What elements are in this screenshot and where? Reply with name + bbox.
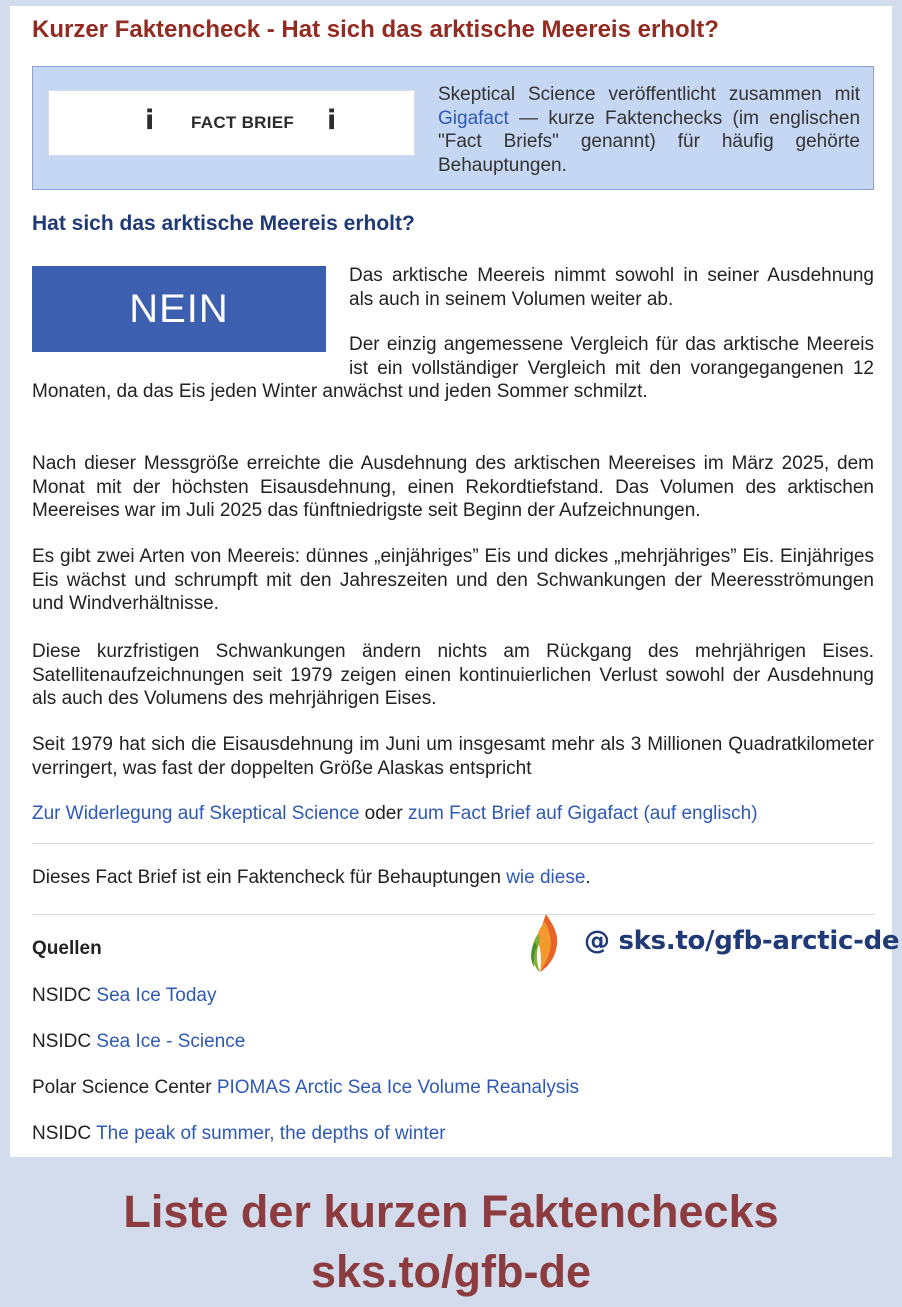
source-link[interactable]: PIOMAS Arctic Sea Ice Volume Reanalysis — [216, 1077, 580, 1098]
sources-heading: Quellen — [32, 938, 102, 959]
paragraph-measurement: Nach dieser Messgröße erreichte die Ausdehnung des arktischen Meereises im März 2025, dem Monat mit der höchsten Eisausdehnung, einen Rekordtiefstand. Das Volumen des arktischen Meereises war im Juli 2025 das fünftniedrigste seit Beginn der Aufzeichnungen. — [32, 453, 874, 522]
info-icon: i — [145, 105, 155, 136]
rebuttal-link[interactable]: Zur Widerlegung auf Skeptical Science — [32, 803, 360, 824]
divider — [32, 843, 874, 844]
question-heading: Hat sich das arktische Meereis erholt? — [32, 212, 415, 235]
source-item: Polar Science Center PIOMAS Arctic Sea Ice Volume Reanalysis — [32, 1077, 580, 1098]
source-link[interactable]: The peak of summer, the depths of winter — [96, 1123, 446, 1144]
footer-list-title: Liste der kurzen Faktenchecks — [123, 1186, 779, 1237]
source-item: NSIDC Sea Ice Today — [32, 985, 217, 1006]
short-link-handle: @ sks.to/gfb-arctic-de — [584, 926, 900, 956]
paragraph-comparison: Der einzig angemessene Vergleich für das arktische Meereis ist ein vollständiger Vergleich mit den vorangegangenen 12 Monaten, da das Eis jeden Winter anwächst und jeden Sommer schmilzt. — [32, 334, 874, 403]
info-icon: i — [327, 105, 337, 136]
gigafact-link[interactable]: Gigafact — [438, 107, 509, 129]
source-item: NSIDC The peak of summer, the depths of winter — [32, 1123, 446, 1144]
further-links: Zur Widerlegung auf Skeptical Science oder zum Fact Brief auf Gigafact (auf englisch) — [32, 803, 758, 824]
paragraph-multiyear-ice: Diese kurzfristigen Schwankungen ändern nichts am Rückgang des mehrjährigen Eises. Satellitenaufzeichnungen seit 1979 zeigen einen kontinuierlichen Verlust sowohl der Ausdehnung als auch des Volumens des mehrjährigen Eises. — [32, 641, 874, 710]
fact-brief-badge — [48, 90, 415, 156]
paragraph-ice-types: Es gibt zwei Arten von Meereis: dünnes „einjähriges” Eis und dickes „mehrjähriges” Eis. Einjähriges Eis wächst und schrumpft mit den Jahreszeiten und den Schwankungen der Meeresströmungen und Windverhältnisse. — [32, 546, 874, 615]
fact-brief-card — [10, 6, 900, 1157]
page-title: Kurzer Faktencheck - Hat sich das arktische Meereis erholt? — [32, 16, 719, 43]
source-link[interactable]: Sea Ice - Science — [96, 1031, 246, 1052]
claims-link[interactable]: wie diese — [506, 867, 586, 888]
source-item: NSIDC Sea Ice - Science — [32, 1031, 246, 1052]
fact-brief-info-box — [32, 66, 874, 190]
paragraph-june-extent: Seit 1979 hat sich die Eisausdehnung im Juni um insgesamt mehr als 3 Millionen Quadratkilometer verringert, was fast der doppelten Größe Alaskas entspricht — [32, 734, 874, 779]
answer-badge: NEIN — [32, 266, 326, 352]
skeptical-science-flame-icon — [524, 912, 564, 974]
claims-line: Dieses Fact Brief ist ein Faktencheck für Behauptungen wie diese. — [32, 867, 591, 888]
fact-brief-label: FACT BRIEF — [191, 113, 295, 132]
divider — [32, 914, 874, 915]
source-link[interactable]: Sea Ice Today — [96, 985, 217, 1006]
gigafact-brief-link[interactable]: zum Fact Brief auf Gigafact (auf englisch) — [407, 803, 758, 824]
footer-short-url: sks.to/gfb-de — [310, 1246, 592, 1297]
fact-brief-description: Skeptical Science veröffentlicht zusammen mit Gigafact — kurze Faktenchecks (im englischen "Fact Briefs" genannt) für häufig gehörte Behauptungen. — [438, 84, 861, 176]
paragraph-summary: Das arktische Meereis nimmt sowohl in seiner Ausdehnung als auch in seinem Volumen weiter ab. — [349, 265, 874, 310]
